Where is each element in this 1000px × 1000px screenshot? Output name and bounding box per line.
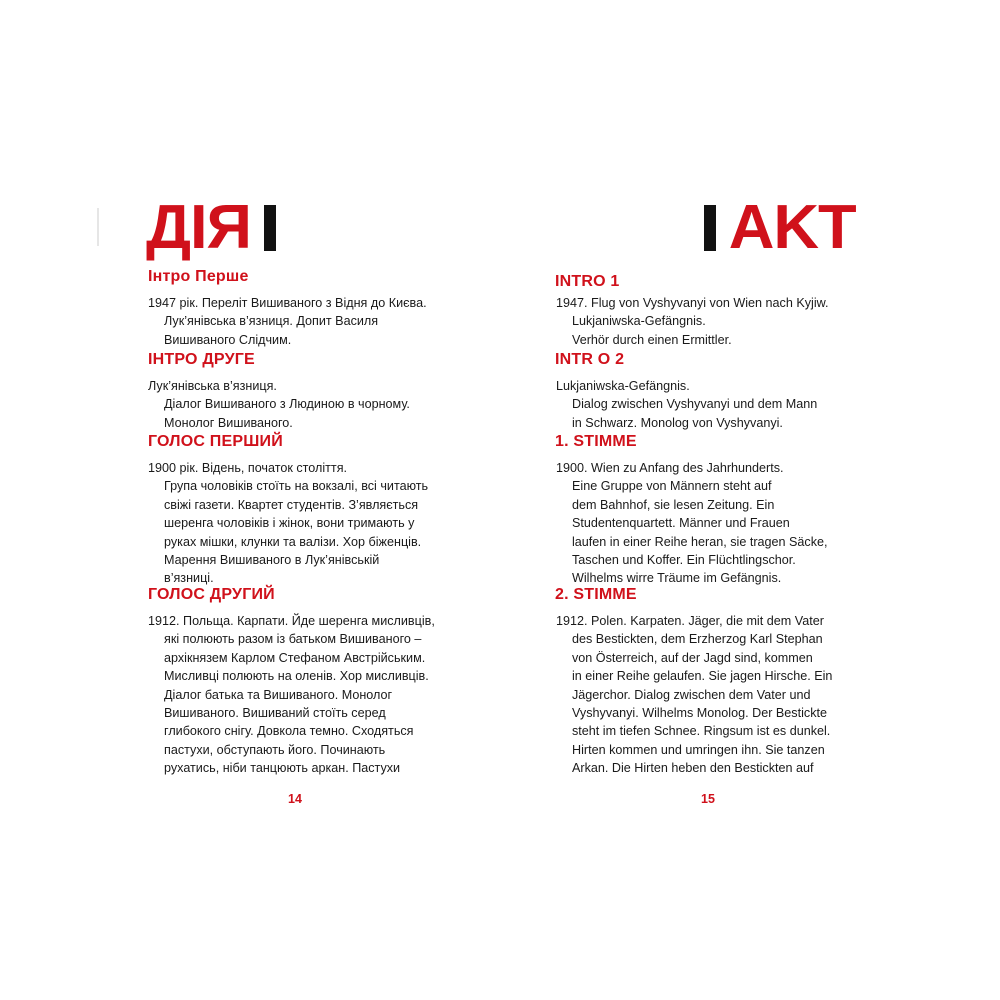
text-line: laufen in einer Reihe heran, sie tragen Säcke, [572, 534, 828, 549]
text-line: в’язниці. [164, 571, 214, 586]
text-line: рухатись, ніби танцюють аркан. Пастухи [164, 761, 401, 776]
text-line: Вишиваного. Вишиваний стоїть серед [164, 706, 386, 721]
section-text [556, 612, 876, 778]
roman-numeral-bar [264, 205, 276, 251]
text-line: шеренга чоловіків і жінок, вони тримають у [164, 516, 415, 531]
page-number: 15 [701, 792, 715, 806]
text-line: 1947. Flug von Vyshyvanyi von Wien nach Kyjiw. [556, 296, 829, 310]
section-heading: 2. STIMME [555, 586, 637, 603]
act-title-de [704, 193, 856, 262]
section-text [556, 459, 876, 588]
text-line: які полюють разом із батьком Вишиваного – [164, 632, 422, 647]
act-word-uk: ДІЯ [145, 193, 251, 262]
text-line: Вишиваного Слідчим. [164, 332, 292, 347]
text-line: Hirten kommen und umringen ihn. Sie tanzen [572, 742, 825, 757]
text-line: Діалог батька та Вишиваного. Монолог [164, 687, 393, 702]
act-title-uk [145, 193, 276, 262]
text-line: Lukjaniwska-Gefängnis. [556, 379, 690, 393]
text-line: Eine Gruppe von Männern steht auf [572, 479, 772, 494]
section-heading: ГОЛОС ПЕРШИЙ [148, 433, 283, 450]
text-line: 1900 рік. Відень, початок століття. [148, 461, 348, 475]
text-line: архікнязем Карлом Стефаном Австрійським. [164, 650, 426, 665]
text-line: Dialog zwischen Vyshyvanyi und dem Mann [572, 397, 818, 412]
text-line: 1947 рік. Переліт Вишиваного з Відня до Києва. [148, 296, 427, 310]
section-text [148, 294, 468, 349]
page-number: 14 [288, 792, 302, 806]
text-line: Лук’янівська в’язниця. [148, 379, 277, 393]
text-line: пастухи, обступають його. Починають [164, 742, 386, 757]
text-line: des Bestickten, dem Erzherzog Karl Stephan [572, 632, 823, 647]
section-text [148, 377, 468, 432]
text-line: in Schwarz. Monolog von Vyshyvanyi. [572, 415, 783, 430]
text-line: глибокого снігу. Довкола темно. Сходяться [164, 724, 414, 739]
text-line: Studentenquartett. Männer und Frauen [572, 516, 790, 531]
text-line: Група чоловіків стоїть на вокзалі, всі читають [164, 479, 429, 494]
text-line: Wilhelms wirre Träume im Gefängnis. [572, 571, 782, 586]
section-text [148, 612, 468, 778]
section-text [556, 294, 876, 349]
text-line: steht im tiefen Schnee. Ringsum ist es dunkel. [572, 724, 831, 739]
text-line: Jägerchor. Dialog zwischen dem Vater und [572, 687, 811, 702]
crop-mark [97, 208, 99, 246]
text-line: Марення Вишиваного в Лук’янівській [164, 553, 380, 568]
section-text [148, 459, 468, 588]
section-heading: ГОЛОС ДРУГИЙ [148, 586, 275, 603]
act-word-de: AKT [728, 193, 856, 262]
right-page [500, 0, 1000, 1000]
text-line: Vyshyvanyi. Wilhelms Monolog. Der Bestickte [572, 706, 827, 721]
text-line: свіжі газети. Квартет студентів. З’являється [164, 497, 419, 512]
section-heading: INTR O 2 [555, 351, 625, 368]
text-line: in einer Reihe gelaufen. Sie jagen Hirsche. Ein [572, 669, 833, 684]
roman-numeral-bar [704, 205, 716, 251]
text-line: von Österreich, auf der Jagd sind, kommen [572, 650, 813, 665]
section-text [556, 377, 876, 432]
section-heading: 1. STIMME [555, 433, 637, 450]
text-line: Діалог Вишиваного з Людиною в чорному. [164, 397, 410, 412]
section-heading: ІНТРО ДРУГЕ [148, 351, 255, 368]
text-line: Lukjaniwska-Gefängnis. [572, 314, 706, 329]
text-line: Мисливці полюють на оленів. Хор мисливців. [164, 669, 429, 684]
section-heading: Інтро Перше [148, 268, 249, 285]
section-heading: INTRO 1 [555, 273, 620, 290]
text-line: руках мішки, клунки та валізи. Хор біженців. [164, 534, 422, 549]
text-line: dem Bahnhof, sie lesen Zeitung. Ein [572, 497, 775, 512]
text-line: Монолог Вишиваного. [164, 415, 293, 430]
text-line: 1900. Wien zu Anfang des Jahrhunderts. [556, 461, 784, 475]
text-line: Arkan. Die Hirten heben den Bestickten auf [572, 761, 814, 776]
text-line: Лук’янівська в’язниця. Допит Василя [164, 314, 379, 329]
text-line: Verhör durch einen Ermittler. [572, 332, 732, 347]
text-line: Taschen und Koffer. Ein Flüchtlingschor. [572, 553, 796, 568]
text-line: 1912. Polen. Karpaten. Jäger, die mit dem Vater [556, 614, 824, 628]
text-line: 1912. Польща. Карпати. Йде шеренга мисливців, [148, 614, 435, 628]
